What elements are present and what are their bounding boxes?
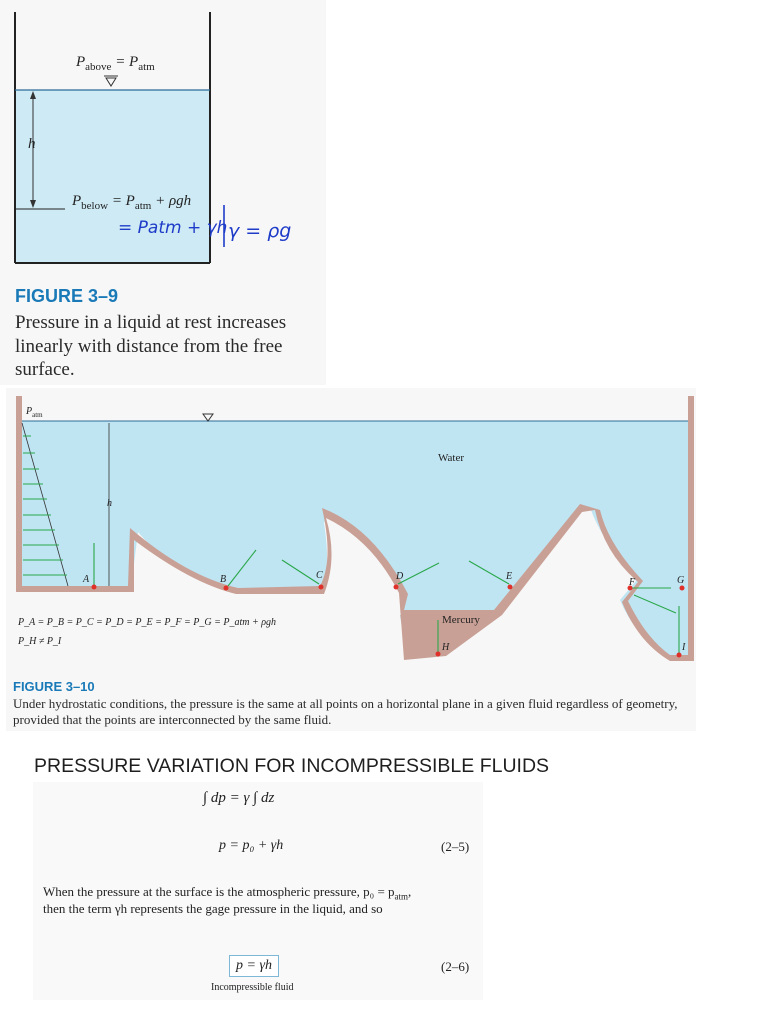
equations-panel	[33, 782, 483, 1000]
handwritten-note-2: γ = ρg	[228, 220, 292, 242]
handwritten-note-1: = Patm + γh	[118, 218, 228, 238]
equation-2-6-box: p = γh	[229, 955, 279, 977]
water-label: Water	[438, 452, 464, 464]
point-c-label: C	[316, 570, 323, 581]
point-g-label: G	[677, 575, 685, 586]
paragraph-line-1: When the pressure at the surface is the atmospheric pressure, $p_0 = p_{atm}$,	[43, 884, 412, 902]
free-surface-icon	[106, 78, 116, 86]
figure-3-10-caption: Under hydrostatic conditions, the pressure is the same at all points on a horizontal plane in a given fluid regardless of geometry, provided that the points are interconnected by the same fluid.	[13, 696, 678, 727]
figure-3-9-panel	[0, 0, 326, 385]
point-e-label: E	[506, 571, 513, 582]
equation-2-5: p = p₀ + γh	[219, 838, 284, 853]
free-surface-icon	[203, 414, 213, 421]
integral-equation: ∫ dp = γ ∫ dz	[203, 790, 275, 806]
h-label: h	[107, 498, 112, 509]
point-h-label: H	[442, 642, 450, 653]
unequal-pressure-note: P_H ≠ P_I	[18, 636, 62, 647]
equal-pressure-equation: P_A = P_B = P_C = P_D = P_E = P_F = P_G = P_atm + ρgh	[18, 617, 277, 628]
equation-2-5-number: (2–5)	[441, 839, 470, 854]
point-a-label: A	[83, 574, 90, 585]
equation-2-6-caption: Incompressible fluid	[211, 982, 294, 993]
point-f-label: F	[629, 577, 636, 588]
patm-label: $P_{atm}$	[26, 406, 43, 419]
point-b-label: B	[220, 574, 227, 585]
paragraph-line-2: then the term γh represents the gage pressure in the liquid, and so	[43, 901, 383, 916]
point-i-label: I	[682, 642, 686, 653]
figure-3-9-label: FIGURE 3–9	[15, 286, 119, 306]
figure-3-10-label: FIGURE 3–10	[13, 679, 95, 694]
mercury-label: Mercury	[442, 614, 480, 626]
point-d-label: D	[396, 571, 404, 582]
equation-2-6-number: (2–6)	[441, 959, 470, 974]
h-label: h	[28, 136, 36, 152]
figure-3-9-caption: Pressure in a liquid at rest increases linearly with distance from the free surface.	[15, 312, 287, 380]
figure-3-10-panel	[6, 388, 696, 731]
figure-3-10-diagram	[6, 388, 696, 731]
section-title: PRESSURE VARIATION FOR INCOMPRESSIBLE FLUIDS	[34, 755, 550, 777]
p-above-label: $P_{above} = P_{atm}$	[76, 54, 155, 73]
p-below-label: $P_{below} = P_{atm} + \rho gh$	[72, 193, 192, 212]
